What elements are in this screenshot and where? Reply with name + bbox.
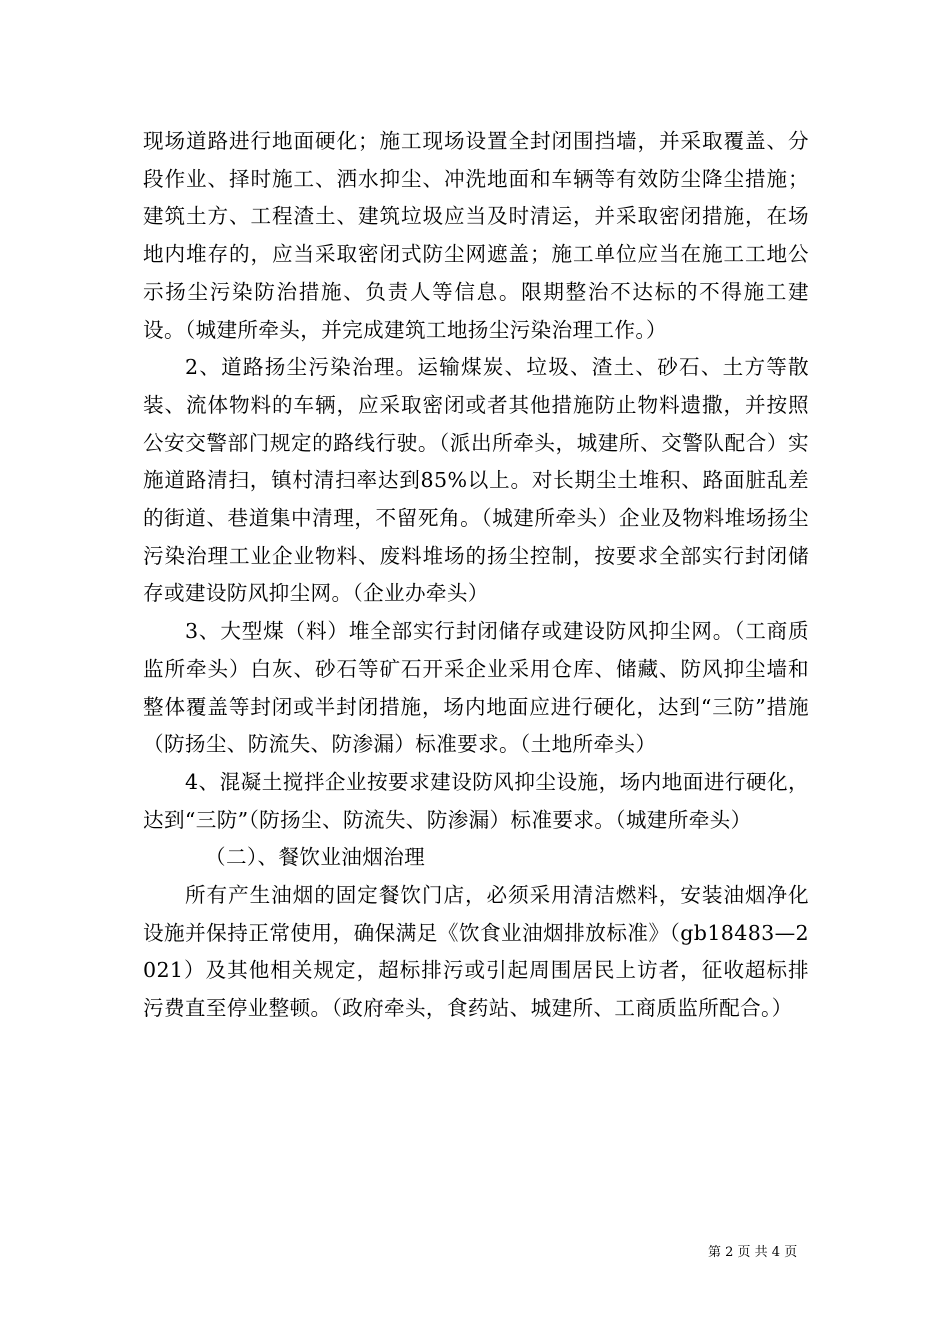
page-number-footer: 第 2 页 共 4 页 bbox=[708, 1245, 798, 1260]
paragraph-catering-fumes: 所有产生油烟的固定餐饮门店，必须采用清洁燃料，安装油烟净化设施并保持正常使用，确保满足《饮食业油烟排放标准》（gb18483—2021）及其他相关规定，超标排污或引起周围居民上访者，征收超标排污费直至停业整顿。（政府牵头，食药站、城建所、工商质监所配合。） bbox=[143, 883, 809, 1021]
paragraph-road-dust-control: 2、道路扬尘污染治理。运输煤炭、垃圾、渣土、砂石、土方等散装、流体物料的车辆，应采取密闭或者其他措施防止物料遗撒，并按照公安交警部门规定的路线行驶。（派出所牵头，城建所、交警队配合）实施道路清扫，镇村清扫率达到85%以上。对长期尘土堆积、路面脏乱差的街道、巷道集中清理，不留死角。（城建所牵头）企业及物料堆场扬尘污染治理工业企业物料、废料堆场的扬尘控制，按要求全部实行封闭储存或建设防风抑尘网。（企业办牵头） bbox=[143, 355, 809, 606]
paragraph-coal-pile-control: 3、大型煤（料）堆全部实行封闭储存或建设防风抑尘网。（工商质监所牵头）白灰、砂石等矿石开采企业采用仓库、储藏、防风抑尘墙和整体覆盖等封闭或半封闭措施，场内地面应进行硬化，达到“三防”措施（防扬尘、防流失、防渗漏）标准要求。（土地所牵头） bbox=[143, 619, 809, 757]
paragraph-concrete-mixing-control: 4、混凝土搅拌企业按要求建设防风抑尘设施，场内地面进行硬化，达到“三防”（防扬尘、防流失、防渗漏）标准要求。（城建所牵头） bbox=[143, 769, 809, 832]
body-text bbox=[143, 123, 809, 1028]
section-heading-catering-fumes: （二）、餐饮业油烟治理 bbox=[205, 845, 426, 870]
paragraph-construction-dust-continued: 现场道路进行地面硬化；施工现场设置全封闭围挡墙，并采取覆盖、分段作业、择时施工、洒水抑尘、冲洗地面和车辆等有效防尘降尘措施；建筑土方、工程渣土、建筑垃圾应当及时清运，并采取密闭措施，在场地内堆存的，应当采取密闭式防尘网遮盖；施工单位应当在施工工地公示扬尘污染防治措施、负责人等信息。限期整治不达标的不得施工建设。（城建所牵头，并完成建筑工地扬尘污染治理工作。） bbox=[143, 129, 809, 342]
